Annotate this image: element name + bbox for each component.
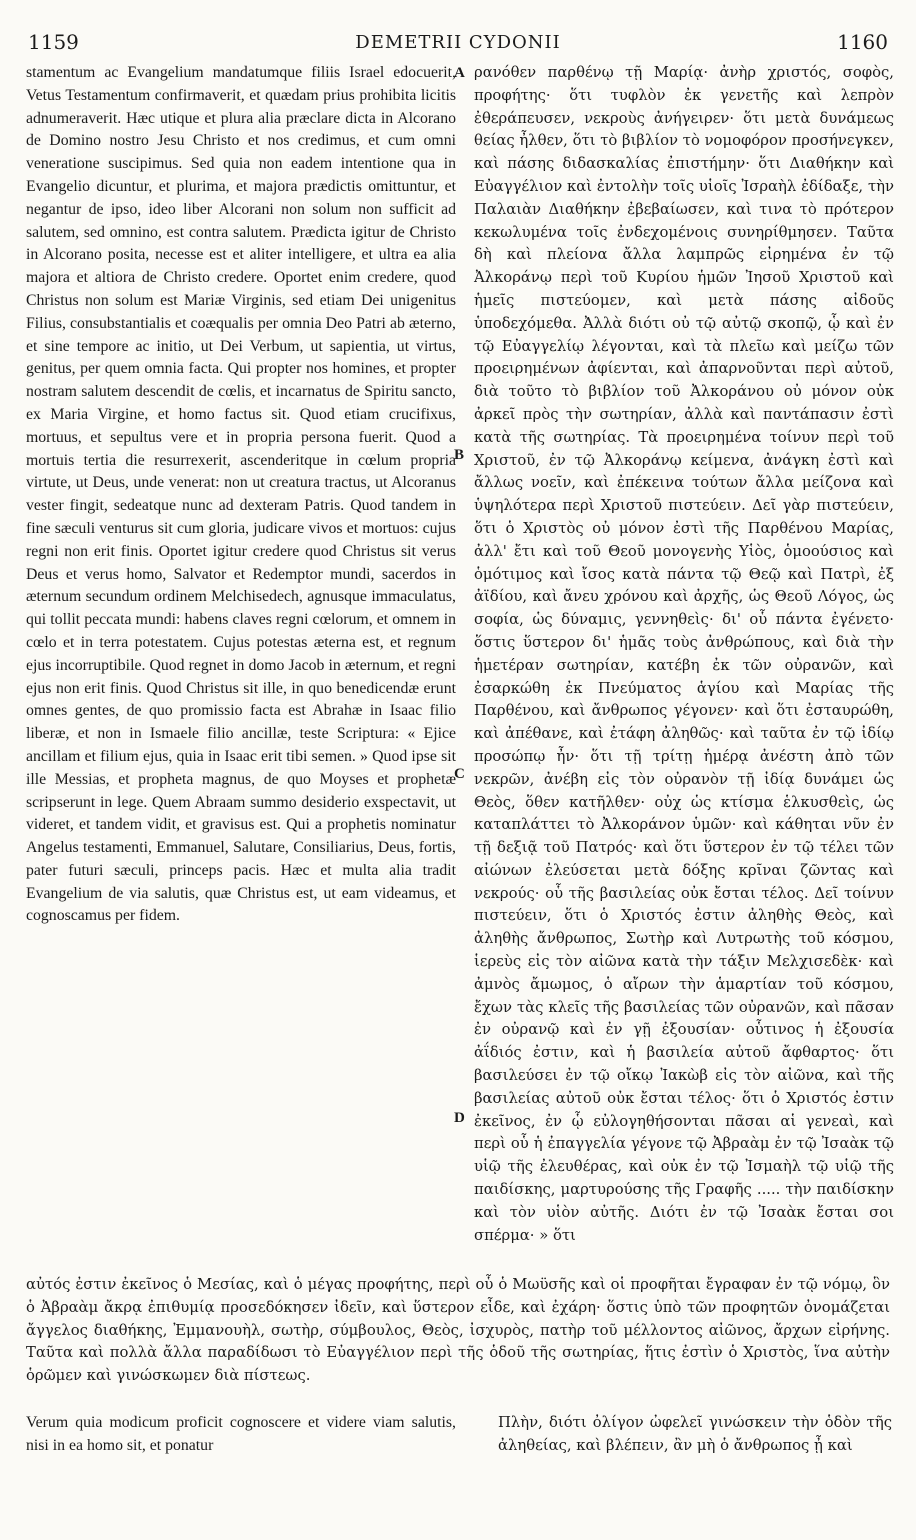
latin-bottom-paragraph: Verum quia modicum proficit cognoscere et videre viam salutis, nisi in ea homo sit, et ponatur xyxy=(26,1414,456,1454)
greek-bottom-paragraph: Πλὴν, διότι ὀλίγον ὠφελεῖ γινώσκειν τὴν ὁδὸν τῆς ἀληθείας, καὶ βλέπειν, ἂν μὴ ὁ ἄνθρωπος ᾖ καὶ xyxy=(498,1414,892,1454)
page-number-left: 1159 xyxy=(28,30,79,54)
latin-column: stamentum ac Evangelium mandatumque filiis Israel edocuerit, Vetus Testamentum confirmaverit, et quædam prius prohibita licitis adnumeraverit. Hæc utique et plura alia præclare dicta in Alcorano de Domino nostro Jesu Christo et nos credimus, et cum omni veneratione suscipimus. Sed quia non eadem intentione qua in Evangelio dicuntur, et plurima, et majora prædictis omittuntur, et negantur de ipso, ideo liber Alcorani non solum non sufficit ad salutem, sed omnino, est contra salutem. Prædicta igitur de Christo in Alcorano posita, necesse est et aliter intelligere, et ultra ea alia majora et altiora de Christo credere. Oportet enim credere, quod Christus non solum est Mariæ Virginis, sed etiam Dei unigenitus Filius, consubstantialis et coæqualis per omnia Deo Patri ab æterno, et sine tempore ac initio, ut Dei Verbum, ut sapientia, ut virtus, genitus, per quem omnia facta. Qui propter nos homines, et propter nostram salutem descendit de cœlis, et incarnatus de Spiritu sancto, ex Maria Virgine, et homo factus sit. Quod etiam crucifixus, mortuus, et sepultus vere et in propria persona fuerit. Quod a mortuis tertia die resurrexerit, ascenderitque in cœlum propria virtute, ut Deus, unde venerat: non ut creatura tractus, ut Alcoranus vester fingit, sedeatque nunc ad dexteram Patris. Quod tandem in fine sæculi venturus sit cum gloria, judicare vivos et mortuos: cujus regni non erit finis. Oportet igitur credere quod Christus sit verus Deus et verus homo, Salvator et Redemptor mundi, sacerdos in æternum secundum ordinem Melchisedech, agnusque immaculatus, qui tollit peccata mundi: habens claves regni cœlorum, et omnem in cœlo et in terra potestatem. Cujus potestas æterna est, et regnum ejus incorruptibile. Quod regnet in domo Jacob in æternum, et regni ejus non erit finis. Quod Christus sit ille, in quo benedicendæ erunt omnes gentes, de quo promissio facta est Abrahæ in Isaac filio liberæ, et non in Ismaele filio ancillæ, teste Scriptura: « Ejice ancillam et filium ejus, quia in Isaac erit tibi semen. » Quod ipse sit ille Messias, et propheta magnus, de quo Moyses et prophetæ scripserunt in lege. Quem Abraam summo desiderio exspectavit, ut videret, et tandem vidit, et gravisus est. Qui a prophetis nominatur Angelus testamenti, Emmanuel, Salutare, Consiliarius, Deus, fortis, pater futuri sæculi, princeps pacis. Hæc et multa alia tradit Evangelium de via salutis, quæ Christus est, ut eam videamus, et cognoscamus per fidem. xyxy=(26,64,456,925)
greek-column: ρανόθεν παρθένῳ τῇ Μαρίᾳ· ἀνὴρ χριστός, σοφὸς, προφήτης· ὅτι τυφλὸν ἐκ γενετῆς καὶ λεπρὸν ἐθεράπευσεν, νεκροὺς ἀνήγειρεν· ὅτι μετὰ δυνάμεως θείας ἦλθεν, ὅτι τὸ βιβλίον τὸ νομοφόρον προσήνεγκεν, καὶ πάσης διδασκαλίας ἐπιστήμην· ὅτι Διαθήκην καὶ Εὐαγγέλιον καὶ ἐντολὴν τοῖς υἱοῖς Ἰσραὴλ ἐδίδαξε, τὴν Παλαιὰν Διαθήκην ἐβεβαίωσεν, καὶ τινα τὸ πρότερον κεκωλυμένα τοῖς ἐνδεχομένοις συνηρίθμησεν. Ταῦτα δὴ καὶ πλείονα ἄλλα λαμπρῶς εἰρημένα ἐν τῷ Ἀλκοράνῳ περὶ τοῦ Κυρίου ἡμῶν Ἰησοῦ Χριστοῦ καὶ ἡμεῖς πιστεύομεν, καὶ μετὰ πάσης αἰδοῦς ὑποδεχόμεθα. Ἀλλὰ διότι οὐ τῷ αὐτῷ σκοπῷ, ᾧ καὶ ἐν τῷ Εὐαγγελίῳ λέγονται, καὶ τὰ πλεῖω καὶ μείζω τῶν προειρημένων ἀφίενται, καὶ ἀπαρνοῦνται περὶ αὐτοῦ, διὰ τοῦτο τὸ βιβλίον τοῦ Ἀλκοράνου οὐ μόνον οὐκ ἀρκεῖ πρὸς τὴν σωτηρίαν, ἀλλὰ καὶ παντάπασιν ἐστὶ κατὰ τῆς σωτηρίας. Τὰ προειρημένα τοίνυν περὶ τοῦ Χριστοῦ, ἐν τῷ Ἀλκοράνῳ κείμενα, ἀνάγκη ἐστὶ καὶ ἄλλως νοεῖν, καὶ ἐπέκεινα τούτων ἄλλα μείζονα καὶ ὑψηλότερα περὶ Χριστοῦ πιστεύειν. Δεῖ γὰρ πιστεύειν, ὅτι ὁ Χριστὸς οὐ μόνον ἐστὶ τῆς Παρθένου Μαρίας, ἀλλ' ἔτι καὶ τοῦ Θεοῦ μονογενὴς Υἱὸς, ὁμοούσιος καὶ ὁμότιμος καὶ ἴσος κατὰ πάντα τῷ Θεῷ καὶ Πατρὶ, ἐξ ἀϊδίου, καὶ ἄνευ χρόνου καὶ ἀρχῆς, ὡς Θεοῦ Λόγος, ὡς σοφία, ὡς δύναμις, γεννηθεὶς· δι' οὗ πάντα ἐγένετο· ὅστις ὕστερον δι' ἡμᾶς τοὺς ἀνθρώπους, καὶ διὰ τὴν ἡμετέραν σωτηρίαν, κατέβη ἐκ τῶν οὐρανῶν, καὶ ἐσαρκώθη ἐκ Πνεύματος ἁγίου καὶ Μαρίας τῆς Παρθένου, καὶ ἄνθρωπος γέγονεν· καὶ ὅτι ἐσταυρώθη, καὶ ἀπέθανε, καὶ ἐτάφη ἀληθῶς· καὶ ταῦτα ἐν τῷ ἰδίῳ προσώπῳ ἦν· ὅτι τῇ τρίτῃ ἡμέρᾳ ἀνέστη ἀπὸ τῶν νεκρῶν, ἀνέβη εἰς τὸν οὐρανὸν τῇ ἰδίᾳ δυνάμει ὡς Θεὸς, ὅθεν κατῆλθεν· οὐχ ὡς κτίσμα ἑλκυσθεὶς, ὡς καταπλάττει τὸ Ἀλκοράνον ὑμῶν· καὶ κάθηται νῦν ἐν τῇ δεξιᾷ τοῦ Πατρός· καὶ ὅτι ὕστερον ἐν τῷ τέλει τῶν αἰώνων ἐλεύσεται μετὰ δόξης κρῖναι ζῶντας καὶ νεκρούς· οὗ τῆς βασιλείας οὐκ ἔσται τέλος. Δεῖ τοίνυν πιστεύειν, ὅτι ὁ Χριστός ἐστιν ἀληθὴς Θεὸς, καὶ ἀληθὴς ἄνθρωπος, Σωτὴρ καὶ Λυτρωτὴς τοῦ κόσμου, ἱερεὺς εἰς τὸν αἰῶνα κατὰ τὴν τάξιν Μελχισεδὲκ· καὶ ἀμνὸς ἄμωμος, ὁ αἴρων τὴν ἁμαρτίαν τοῦ κόσμου, ἔχων τὰς κλεῖς τῆς βασιλείας τῶν οὐρανῶν, καὶ πᾶσαν ἐν οὐρανῷ καὶ ἐν γῇ ἐξουσίαν· οὗτινος ἡ ἐξουσία ἀΐδιός ἐστιν, καὶ ἡ βασιλεία αὐτοῦ ἄφθαρτος· ὅτι βασιλεύσει ἐν τῷ οἴκῳ Ἰακὼβ εἰς τὸν αἰῶνα, καὶ τῆς βασιλείας αὐτοῦ οὐκ ἔσται τέλος· ὅτι ὁ Χριστός ἐστιν ἐκεῖνος, ἐν ᾧ εὐλογηθήσονται πᾶσαι αἱ γενεαὶ, καὶ περὶ οὗ ἡ ἐπαγγελία γέγονε τῷ Ἀβραὰμ ἐν τῷ Ἰσαὰκ τῷ υἱῷ τῆς ἐλευθέρας, καὶ οὐκ ἐν τῷ Ἰσμαὴλ τῷ υἱῷ τῆς παιδίσκης, μαρτυρούσης τῆς Γραφῆς ..... τὴν παιδίσκην καὶ τὸν υἱὸν αὐτῆς. Διότι ἐν τῷ Ἰσαὰκ ἔσται σοι σπέρμα· » ὅτι xyxy=(474,64,894,1244)
greek-fullwidth-paragraph: αὐτός ἐστιν ἐκεῖνος ὁ Μεσίας, καὶ ὁ μέγας προφήτης, περὶ οὗ ὁ Μωϋσῆς καὶ οἱ προφῆται ἔγραφαν ἐν τῷ νόμῳ, ὃν ὁ Ἀβραὰμ ἄκρᾳ ἐπιθυμίᾳ προσεδόκησεν ἰδεῖν, καὶ ὕστερον εἶδε, καὶ ἐχάρη· ὅστις ὑπὸ τῶν προφητῶν ὀνομάζεται ἄγγελος διαθήκης, Ἐμμανουὴλ, σωτὴρ, σύμβουλος, Θεὸς, ἰσχυρὸς, πατὴρ τοῦ μέλλοντος αἰῶνος, ἄρχων εἰρήνης. Ταῦτα καὶ πολλὰ ἄλλα παραδίδωσι τὸ Εὐαγγέλιον περὶ τῆς ὁδοῦ τῆς σωτηρίας, ἥτις ἐστὶν ὁ Χριστὸς, ἵνα αὐτὴν ὁρῶμεν καὶ γινώσκωμεν διὰ πίστεως. xyxy=(26,1276,890,1385)
section-marker-a: A xyxy=(454,65,465,81)
running-title: DEMETRII CYDONII xyxy=(355,32,561,53)
section-marker-c: C xyxy=(454,766,465,782)
page-number-right: 1160 xyxy=(837,30,888,54)
section-marker-d: D xyxy=(454,1110,465,1126)
section-marker-b: B xyxy=(454,447,465,463)
page-header xyxy=(28,30,888,56)
